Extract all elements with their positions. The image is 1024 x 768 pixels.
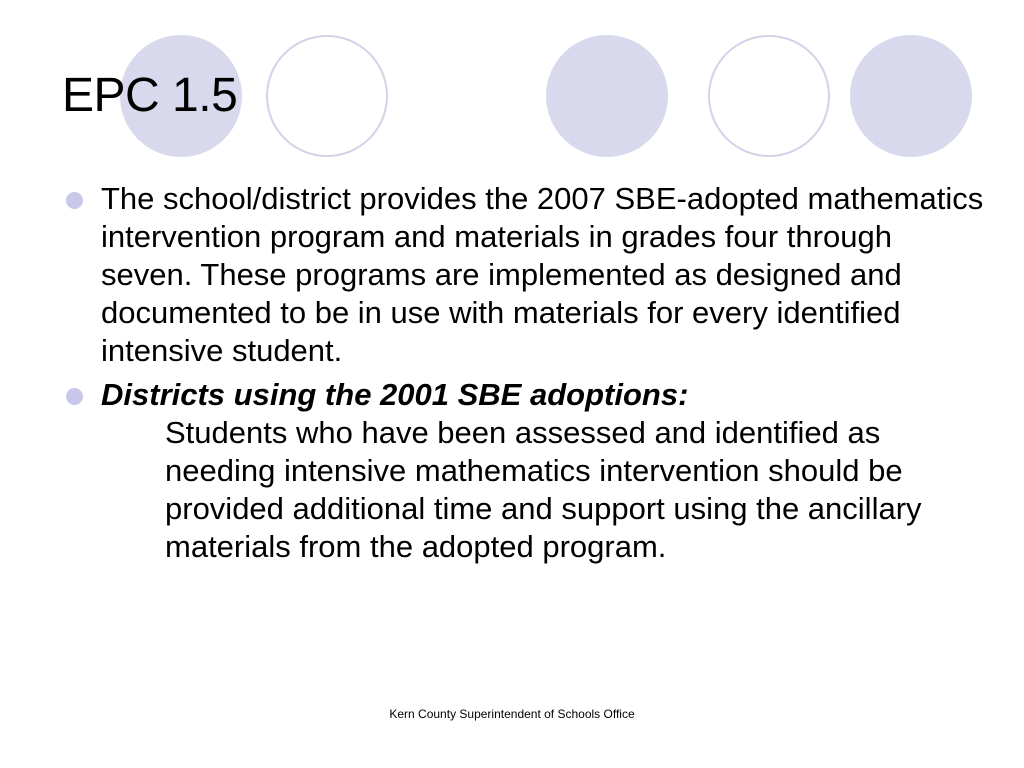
decorative-circle [850, 35, 972, 157]
bullet-list [66, 180, 986, 572]
bullet-icon [66, 388, 83, 405]
decorative-circle [708, 35, 830, 157]
bullet-lead: Districts using the 2001 SBE adoptions: [101, 377, 689, 412]
bullet-item [66, 376, 986, 566]
bullet-item [66, 180, 986, 370]
bullet-icon [66, 192, 83, 209]
decorative-circle [266, 35, 388, 157]
decorative-circle [546, 35, 668, 157]
slide-title: EPC 1.5 [62, 69, 238, 122]
bullet-text: The school/district provides the 2007 SBE-adopted mathematics intervention program and materials in grades four through seven. These programs are implemented as designed and documented to be in use with materials for every identified intensive student. [101, 181, 984, 368]
slide-footer: Kern County Superintendent of Schools Office [389, 707, 635, 721]
bullet-text: Students who have been assessed and identified as needing intensive mathematics intervention should be provided additional time and support using the ancillary materials from the adopted program. [165, 415, 922, 564]
